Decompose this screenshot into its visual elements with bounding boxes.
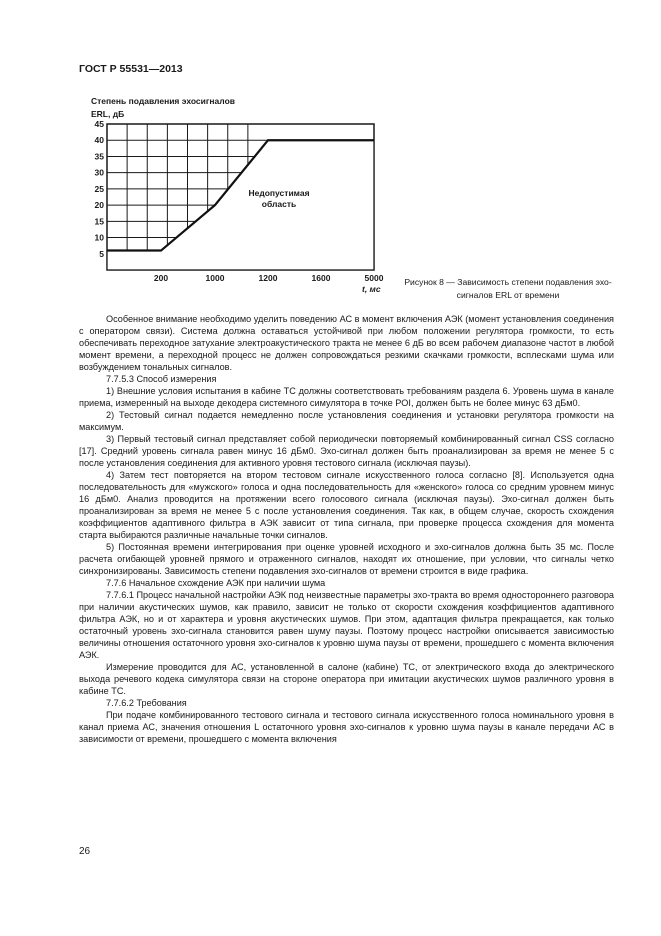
y-tick-label: 5 xyxy=(99,248,104,259)
section-heading: 7.7.5.3 Способ измерения xyxy=(106,374,217,384)
erl-figure xyxy=(79,96,394,296)
x-tick-label: 1000 xyxy=(205,273,225,283)
paragraph: 7.7.6.1 Процесс начальной настройки АЭК под неизвестные параметры эхо-тракта во время одностороннего разговора при наличии акустических шумов, как правило, зависит не только от скорости схождения коэффициентов адаптивного фильтра АЭК, но и от характера и уровня акустических шумов. При этом, адаптация фильтра прекращается, как только остаточный уровень эхо-сигнала становится равен шуму паузы. Поэтому процесс настройки описывается зависимостью величины отношения остаточного уровня эхо-сигналов к уровню шума паузы от времени, прошедшего с момента включения АЭК. xyxy=(79,590,614,660)
page-number: 26 xyxy=(79,846,91,857)
y-axis-unit: ERL, дБ xyxy=(91,109,125,119)
y-tick-label: 20 xyxy=(94,200,104,211)
body-text xyxy=(79,313,614,745)
paragraph: Измерение проводится для АС, установленной в салоне (кабине) ТС, от электрического входа до электрического выхода речевого кодека симулятора связи на стороне оператора при имитации акустических шумов различного уровня в кабине ТС. xyxy=(79,662,614,696)
erl-chart xyxy=(79,96,394,296)
paragraph: 2) Тестовый сигнал подается немедленно после установления соединения и установки регулятора громкости на максимум. xyxy=(79,410,614,432)
unacceptable-region-label-line2: область xyxy=(261,199,297,209)
y-tick-label: 25 xyxy=(94,183,104,194)
x-axis-title: t, мс xyxy=(362,284,381,294)
x-tick-label: 1600 xyxy=(311,273,331,283)
x-tick-label: 1200 xyxy=(258,273,278,283)
figure-caption: Рисунок 8 — Зависимость степени подавления эхо-сигналов ERL от времени xyxy=(404,277,612,300)
paragraph: Особенное внимание необходимо уделить поведению АС в момент включения АЭК (момент установления соединения с оператором связи). Система должна оставаться устойчивой при любом положении регулятора громкости, то есть обеспечивать переходное затухание электроакустического тракта не менее 6 дБ во всем рабочем диапазоне частот в любой момент времени, а переходной процесс не должен сопровождаться резкими скачками громкости, всплесками шума или возбуждением тональных сигналов. xyxy=(79,314,614,372)
paragraph: 3) Первый тестовый сигнал представляет собой периодически повторяемый комбинированный сигнал CSS согласно [17]. Средний уровень сигнала равен минус 16 дБм0. Эхо-сигнал должен быть проанализирован за время не менее 5 с после установления соединения для активного уровня тестового сигнала (исключая паузы). xyxy=(79,434,614,468)
y-tick-label: 10 xyxy=(94,232,104,243)
x-tick-label: 200 xyxy=(153,273,169,283)
y-tick-label: 45 xyxy=(94,119,104,129)
unacceptable-region-label-line1: Недопустимая xyxy=(248,188,310,198)
y-tick-label: 30 xyxy=(94,167,104,178)
paragraph: 1) Внешние условия испытания в кабине ТС должны соответствовать требованиям раздела 6. Уровень шума в канале приема, измеренный на выходе декодера системного симулятора в точке POI, должен быть не более минус 63 дБм0. xyxy=(79,386,614,408)
x-tick-label: 5000 xyxy=(364,273,384,283)
y-axis-title: Степень подавления эхосигналов xyxy=(91,96,235,106)
y-tick-label: 15 xyxy=(94,216,104,227)
section-heading: 7.7.6.2 Требования xyxy=(106,698,187,708)
y-tick-label: 40 xyxy=(94,135,104,146)
paragraph: 4) Затем тест повторяется на втором тестовом сигнале искусственного голоса согласно [8]. Используется одна последовательность для «мужского» голоса и одна последовательность для «женского» голоса со средним уровнем минус 16 дБм0. Анализ проводится на протяжении всего голосового сигнала (исключая паузы). Эхо-сигнал должен быть проанализирован за время не менее 5 с после установления соединения. Так как, в общем случае, скорость схождения коэффициентов адаптивного фильтра в АЭК зависит от типа сигнала, при проверке процесса схождения для момента старта выбираются различные начальные точки сигналов. xyxy=(79,470,614,540)
document-header: ГОСТ Р 55531—2013 xyxy=(79,63,183,75)
paragraph: При подаче комбинированного тестового сигнала и тестового сигнала искусственного голоса номинального уровня в канал приема АС, значения отношения L остаточного уровня эхо-сигналов к уровню шума паузы в канале передачи АС в зависимости от времени, прошедшего с момента включения xyxy=(79,710,614,744)
y-tick-label: 35 xyxy=(94,151,104,162)
section-heading: 7.7.6 Начальное схождение АЭК при наличии шума xyxy=(106,578,326,588)
paragraph: 5) Постоянная времени интегрирования при оценке уровней исходного и эхо-сигналов должна быть 35 мс. После расчета огибающей уровней прямого и отраженного сигналов, находят их отношение, при условии, что сигналы четко синхронизированы. Зависимость степени подавления эхо-сигналов от времени строится в виде графика. xyxy=(79,542,614,576)
